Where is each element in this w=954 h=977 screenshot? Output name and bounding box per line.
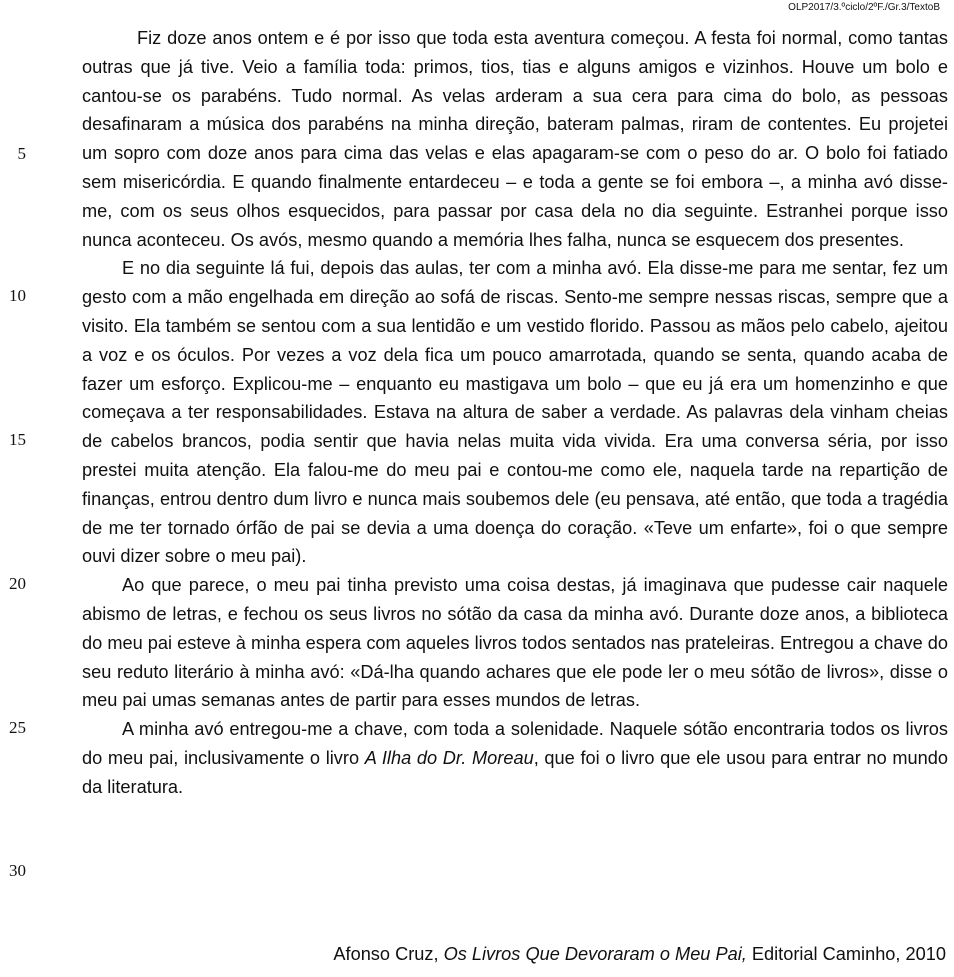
line-number-10: 10 bbox=[9, 286, 26, 305]
line-number-25: 25 bbox=[9, 718, 26, 737]
line-number-30: 30 bbox=[9, 861, 26, 880]
document-code: OLP2017/3.ºciclo/2ºF./Gr.3/TextoB bbox=[788, 2, 940, 13]
line-number-5: 5 bbox=[17, 144, 26, 163]
attribution bbox=[333, 940, 946, 968]
attribution-publisher: Editorial Caminho, 2010 bbox=[746, 944, 946, 964]
line-number-20: 20 bbox=[9, 574, 26, 593]
paragraph-3: Ao que parece, o meu pai tinha previsto uma coisa destas, já imaginava que pudesse cair naquele abismo de letras, e fechou os seus livros no sótão da casa da minha avó. Durante doze anos, a biblioteca do meu pai esteve à minha espera com aqueles livros todos sentados nas prateleiras. Entregou a chave do seu reduto literário à minha avó: «Dá-lha quando achares que ele pode ler o meu sótão de livros», disse o meu pai umas semanas antes de partir para esses mundos de letras. bbox=[82, 575, 948, 711]
text-body bbox=[82, 24, 948, 802]
paragraph-2: E no dia seguinte lá fui, depois das aulas, ter com a minha avó. Ela disse-me para me sentar, fez um gesto com a mão engelhada em direção ao sofá de riscas. Sento-me sempre nessas riscas, sempre que a visito. Ela também se sentou com a sua lentidão e um vestido florido. Passou as mãos pelo cabelo, ajeitou a voz e os óculos. Por vezes a voz dela fica um pouco amarrotada, quando se senta, quando acaba de fazer um esforço. Explicou-me – enquanto eu mastigava um bolo – que eu já era um homenzinho e que começava a ter responsabilidades. Estava na altura de saber a verdade. As palavras dela vinham cheias de cabelos brancos, podia sentir que havia nelas muita vida vivida. Era uma conversa séria, por isso prestei muita atenção. Ela falou-me do meu pai e contou-me como ele, naquela tarde na repartição de finanças, entrou dentro dum livro e nunca mais soubemos dele (eu pensava, até então, que toda a tragédia de me ter tornado órfão de pai se devia a uma doença do coração. «Teve um enfarte», foi o que sempre ouvi dizer sobre o meu pai). bbox=[82, 258, 948, 567]
attribution-title: Os Livros Que Devoraram o Meu Pai, bbox=[443, 944, 747, 964]
paragraph-4-text-before: A minha avó entregou-me a chave, com toda a solenidade. Naquele sótão encontraria todos os livros do meu pai, inclusivamente o livro bbox=[82, 719, 948, 768]
line-numbers bbox=[0, 0, 60, 977]
paragraph-4-text-after: , que foi o livro que ele usou para entrar no mundo da literatura. bbox=[82, 747, 948, 797]
paragraph-1: Fiz doze anos ontem e é por isso que toda esta aventura começou. A festa foi normal, como tantas outras que já tive. Veio a família toda: primos, tios, tias e alguns amigos e vizinhos. Houve um bolo e cantou-se os parabéns. Tudo normal. As velas arderam a sua cera para cima do bolo, as pessoas desafinaram a música dos parabéns na minha direção, bateram palmas, riram de contentes. Eu projetei um sopro com doze anos para cima das velas e elas apagaram-se com o peso do ar. O bolo foi fatiado sem misericórdia. E quando finalmente entardeceu – e toda a gente se foi embora –, a minha avó disse-me, com os seus olhos esquecidos, para passar por casa dela no dia seguinte. Estranhei porque isso nunca aconteceu. Os avós, mesmo quando a memória lhes falha, nunca se esquecem dos presentes. bbox=[82, 28, 948, 250]
paragraph-4 bbox=[82, 715, 948, 801]
book-title-italic: A Ilha do Dr. Moreau bbox=[364, 747, 534, 768]
line-number-15: 15 bbox=[9, 430, 26, 449]
attribution-author: Afonso Cruz, bbox=[333, 944, 444, 964]
